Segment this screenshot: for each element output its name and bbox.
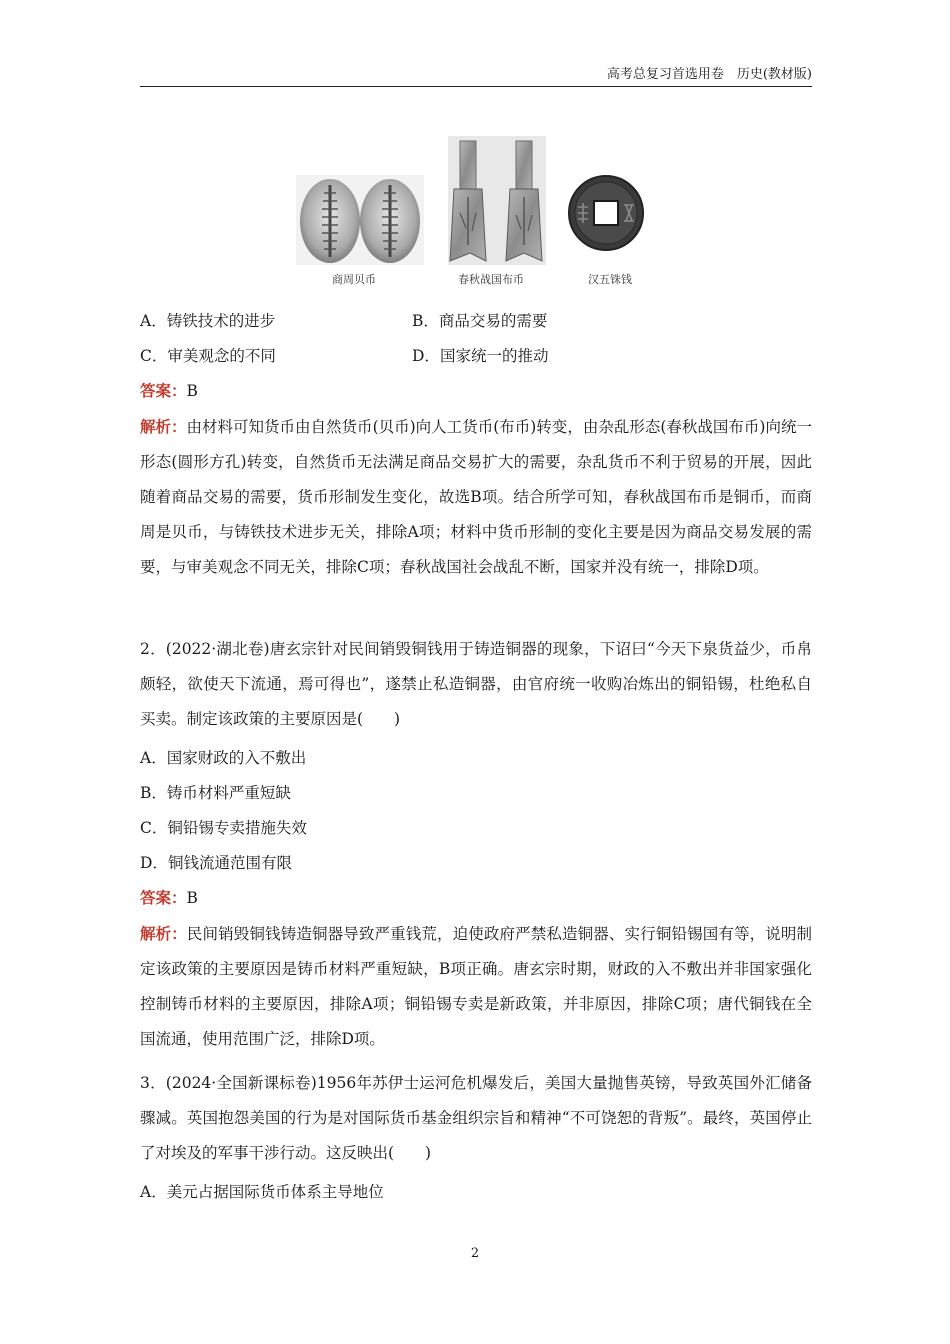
q3-option-a[interactable]: A．美元占据国际货币体系主导地位 bbox=[140, 1183, 384, 1201]
q1-option-b[interactable]: B．商品交易的需要 bbox=[412, 312, 548, 330]
header-title: 高考总复习首选用卷 历史(教材版) bbox=[606, 67, 812, 82]
shell-coin-left bbox=[300, 179, 360, 263]
shell-coin-right bbox=[360, 179, 420, 263]
q1-option-c[interactable]: C．审美观念的不同 bbox=[140, 347, 276, 365]
q1-option-d[interactable]: D．国家统一的推动 bbox=[412, 347, 549, 365]
q2-option-d[interactable]: D．铜钱流通范围有限 bbox=[140, 854, 292, 872]
q2-option-c[interactable]: C．铜铅锡专卖措施失效 bbox=[140, 819, 307, 837]
q1-analysis: 解析：由材料可知货币由自然货币(贝币)向人工货币(布币)转变，由杂乱形态(春秋战国布币)向统一形态(圆形方孔)转变，自然货币无法满足商品交易扩大的需要，杂乱货币不利于贸易的开展，因此随着商品交易的需要，货币形制发生变化，故选B项。结合所学可知，春秋战国布币是铜币，而商周是贝币，与铸铁技术进步无关，排除A项；材料中货币形制的变化主要是因为商品交易发展的需要，与审美观念不同无关，排除C项；春秋战国社会战乱不断，国家并没有统一，排除D项。 bbox=[140, 417, 812, 576]
wuzhu-coin bbox=[569, 176, 643, 250]
q1-option-a[interactable]: A．铸铁技术的进步 bbox=[140, 312, 276, 330]
q2-answer: 答案：B bbox=[140, 888, 198, 907]
page-header bbox=[140, 64, 812, 87]
caption-spade-coin: 春秋战国布币 bbox=[458, 273, 524, 286]
caption-shell-coin: 商周贝币 bbox=[332, 273, 376, 286]
q1-answer: 答案：B bbox=[140, 381, 198, 400]
currency-figure bbox=[296, 133, 656, 288]
q2-option-b[interactable]: B．铸币材料严重短缺 bbox=[140, 784, 291, 802]
q2-analysis: 解析：民间销毁铜钱铸造铜器导致严重钱荒，迫使政府严禁私造铜器、实行铜铅锡国有等，说明制定该政策的主要原因是铸币材料严重短缺，B项正确。唐玄宗时期，财政的入不敷出并非国家强化控制铸币材料的主要原因，排除A项；铜铅锡专卖是新政策，并非原因，排除C项；唐代铜钱在全国流通，使用范围广泛，排除D项。 bbox=[140, 924, 812, 1048]
caption-round-coin: 汉五铢钱 bbox=[588, 273, 632, 286]
q3-stem: 3．(2024·全国新课标卷)1956年苏伊士运河危机爆发后，美国大量抛售英镑，导致英国外汇储备骤减。英国抱怨美国的行为是对国际货币基金组织宗旨和精神“不可饶恕的背叛”。最终，英国停止了对埃及的军事干涉行动。这反映出( ) bbox=[140, 1074, 812, 1162]
q2-option-a[interactable]: A．国家财政的入不敷出 bbox=[140, 749, 307, 767]
page-number: 2 bbox=[470, 1246, 480, 1261]
q2-stem: 2．(2022·湖北卷)唐玄宗针对民间销毁铜钱用于铸造铜器的现象，下诏曰“今天下泉货益少，币帛颇轻，欲使天下流通，焉可得也”，遂禁止私造铜器，由官府统一收购冶炼出的铜铅锡，杜绝私自买卖。制定该政策的主要原因是( ) bbox=[140, 640, 812, 728]
currency-illustration bbox=[296, 133, 656, 288]
